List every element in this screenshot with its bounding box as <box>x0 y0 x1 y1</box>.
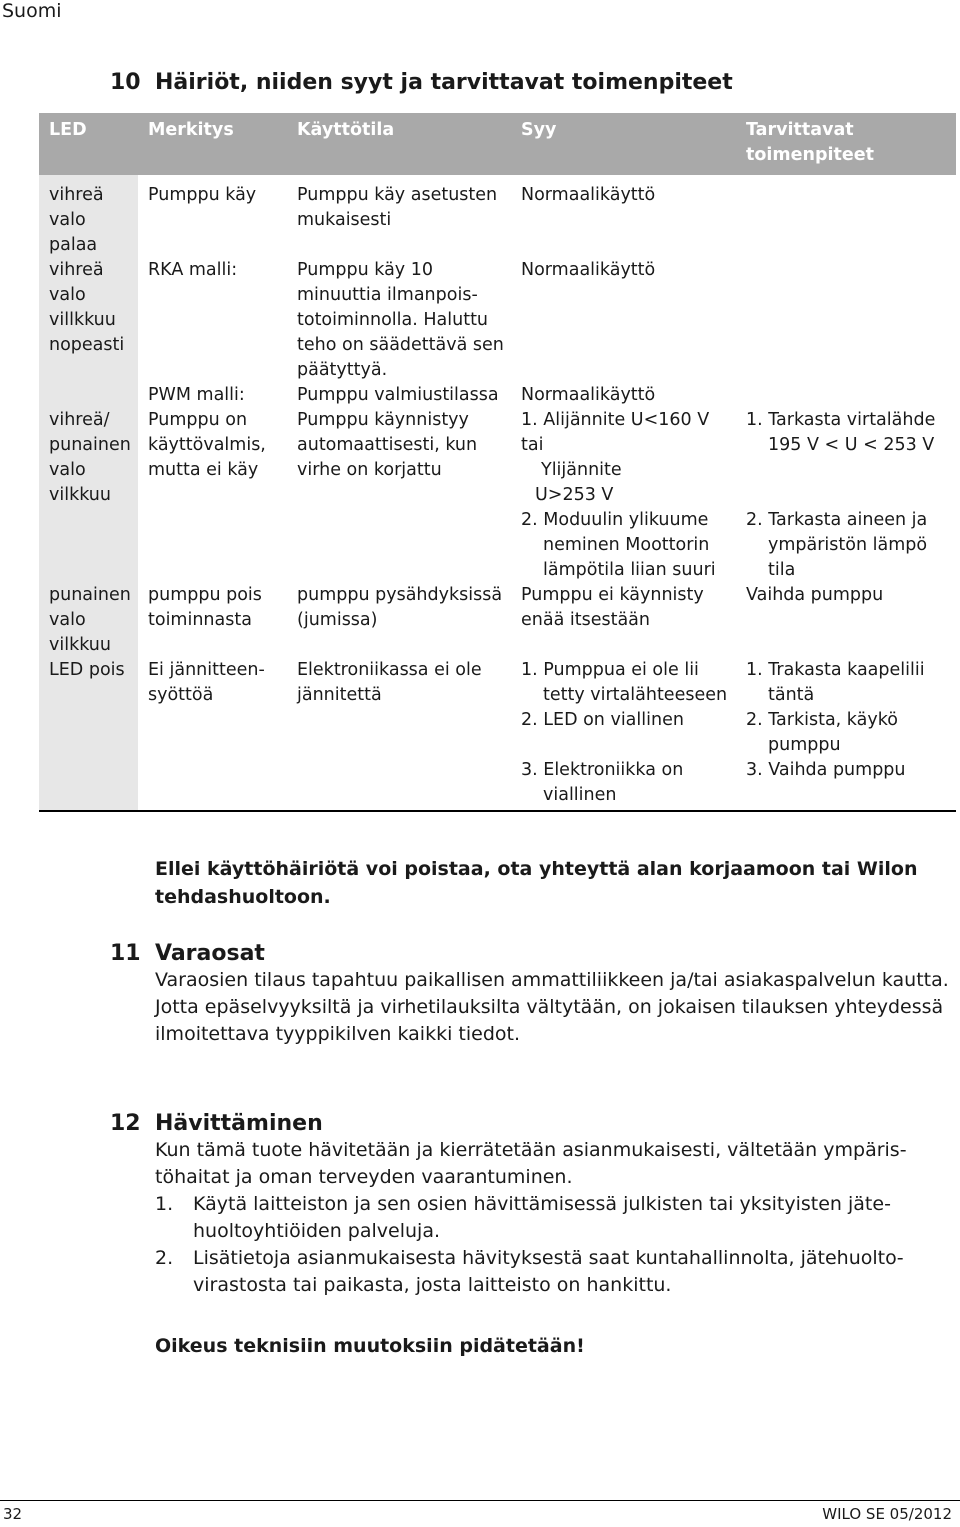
header-cause: Syy <box>511 113 736 175</box>
table-row <box>39 758 956 811</box>
table-row <box>39 408 956 508</box>
header-meaning: Merkitys <box>138 113 287 175</box>
cell-cause <box>511 758 736 811</box>
cell-state <box>287 708 511 758</box>
action-line: pumppu <box>768 735 841 755</box>
cell-cause <box>511 508 736 583</box>
cell-led: LED pois <box>39 658 138 708</box>
cell-meaning: pumppu pois toiminnasta <box>148 585 262 630</box>
paragraph: Varaosien tilaus tapahtuu paikallisen ammattiliikkeen ja/tai asiakaspalvelun kautta. <box>155 969 949 991</box>
cell-cause: Normaalikäyttö <box>521 260 656 280</box>
section-title: Häiriöt, niiden syyt ja tarvittavat toimenpiteet <box>155 70 733 95</box>
cause-line: 2. LED on viallinen <box>521 710 684 730</box>
cell-led: vihreä/ punainen valo vilkkuu <box>39 408 138 508</box>
cell-cause <box>511 408 736 508</box>
cell-state: Pumppu käy asetusten mukaisesti <box>297 185 498 230</box>
cell-state: Pumppu käynnistyy automaattisesti, kun virhe on korjattu <box>297 410 478 480</box>
action-line: ympäristön lämpö <box>768 535 928 555</box>
cell-cause: Pumppu ei käynnisty enää itsestään <box>521 585 704 630</box>
cell-action <box>736 708 956 758</box>
section-12-heading <box>110 1110 950 1137</box>
cause-line: U>253 V <box>535 485 614 505</box>
table-row <box>39 708 956 758</box>
cause-line: neminen Moottorin <box>543 535 710 555</box>
cell-action <box>736 258 956 383</box>
final-note: Oikeus teknisiin muutoksiin pidätetään! <box>155 1335 585 1357</box>
cell-meaning <box>138 758 287 811</box>
list-text: Käytä laitteiston ja sen osien hävittämisessä julkisten tai yksityisten jätehuoltoyhtiöiden palveluja. <box>193 1193 891 1242</box>
cause-line: 1. Pumppua ei ole lii <box>521 660 699 680</box>
action-line: 3. Vaihda pumppu <box>746 760 906 780</box>
section-number: 10 <box>110 70 141 95</box>
paragraph: Kun tämä tuote hävitetään ja kierrätetään asianmukaisesti, vältetään ympäristöhaitat ja oman terveyden vaarantuminen. <box>155 1139 907 1188</box>
header-led: LED <box>39 113 138 175</box>
cell-action <box>736 758 956 811</box>
header-state: Käyttötila <box>287 113 511 175</box>
cell-led: vihreä valo palaa <box>39 175 138 258</box>
cell-state: pumppu pysähdyksissä (jumissa) <box>297 585 503 630</box>
table-row <box>39 175 956 258</box>
cell-action <box>736 658 956 708</box>
action-line: täntä <box>768 685 815 705</box>
cell-action <box>736 408 956 508</box>
footer-publisher: WILO SE 05/2012 <box>822 1505 952 1523</box>
cell-state <box>287 508 511 583</box>
section-title: Hävittäminen <box>155 1111 323 1136</box>
cause-line: Ylijännite <box>541 460 622 480</box>
troubleshooting-table <box>39 113 956 812</box>
page-number: 32 <box>3 1505 23 1523</box>
service-note: Ellei käyttöhäiriötä voi poistaa, ota yhteyttä alan korjaamoon tai Wilon tehdashuoltoon. <box>155 858 918 908</box>
cell-led: vihreä valo villkkuu nopeasti <box>39 258 138 383</box>
cause-line: tetty virtalähteeseen <box>543 685 728 705</box>
cell-meaning: RKA malli: <box>148 260 238 280</box>
cell-meaning <box>138 708 287 758</box>
action-line: 2. Tarkasta aineen ja <box>746 510 928 530</box>
cell-cause <box>511 708 736 758</box>
cell-meaning <box>138 508 287 583</box>
cell-meaning: PWM malli: <box>148 385 245 405</box>
cause-line: tai <box>521 435 544 455</box>
language-label: Suomi <box>2 0 62 22</box>
list-number: 2. <box>155 1247 174 1269</box>
section-12 <box>110 1110 950 1299</box>
table-row <box>39 258 956 383</box>
table-header-row <box>39 113 956 175</box>
cell-led: punainen valo vilkkuu <box>39 583 138 658</box>
action-line: tila <box>768 560 796 580</box>
cell-state: Elektroniikassa ei ole jännitettä <box>297 660 482 705</box>
cause-line: 2. Moduulin ylikuume <box>521 510 709 530</box>
cell-meaning: Ei jännitteensyöttöä <box>148 660 265 705</box>
action-line: 2. Tarkista, käykö <box>746 710 898 730</box>
header-action: Tarvittavat toimenpiteet <box>736 113 956 175</box>
action-line: 1. Tarkasta virtalähde <box>746 410 936 430</box>
cell-meaning: Pumppu käy <box>148 185 257 205</box>
section-title: Varaosat <box>155 941 265 966</box>
cause-line: 3. Elektroniikka on <box>521 760 684 780</box>
cell-state: Pumppu käy 10 minuuttia ilmanpoistotoiminnolla. Haluttu teho on säädettävä sen päätyttyä. <box>297 260 504 380</box>
cell-action: Vaihda pumppu <box>746 585 884 605</box>
list-number: 1. <box>155 1193 174 1215</box>
footer-divider <box>0 1500 960 1501</box>
cell-action <box>736 383 956 408</box>
cell-state <box>287 758 511 811</box>
cell-cause <box>511 658 736 708</box>
cell-cause: Normaalikäyttö <box>521 185 656 205</box>
cell-led <box>39 383 138 408</box>
table-row <box>39 508 956 583</box>
cell-meaning: Pumppu on käyttövalmis, mutta ei käy <box>148 410 266 480</box>
table-row <box>39 658 956 708</box>
section-11-heading <box>110 940 950 967</box>
cause-line: viallinen <box>543 785 617 805</box>
cell-action <box>736 175 956 258</box>
cell-cause: Normaalikäyttö <box>521 385 656 405</box>
cell-action <box>736 508 956 583</box>
table-row <box>39 583 956 658</box>
cell-led <box>39 758 138 811</box>
cell-led <box>39 508 138 583</box>
section-11 <box>110 940 950 1048</box>
table-row <box>39 383 956 408</box>
list-item <box>155 1245 950 1299</box>
cell-state: Pumppu valmiustilassa <box>297 385 499 405</box>
list-text: Lisätietoja asianmukaisesta hävityksestä saat kuntahallinnolta, jätehuoltovirastosta tai paikasta, josta laitteisto on hankittu. <box>193 1247 904 1296</box>
section-number: 12 <box>110 1111 141 1136</box>
action-line: 195 V < U < 253 V <box>768 435 935 455</box>
cause-line: lämpötila liian suuri <box>543 560 716 580</box>
list-item <box>155 1191 950 1245</box>
cell-led <box>39 708 138 758</box>
section-number: 11 <box>110 941 141 966</box>
cause-line: 1. Alijännite U<160 V <box>521 410 710 430</box>
paragraph: Jotta epäselvyyksiltä ja virhetilauksilta vältytään, on jokaisen tilauksen yhteydessä ilmoitettava tyyppikilven kaikki tiedot. <box>155 996 944 1045</box>
action-line: 1. Trakasta kaapelilii <box>746 660 925 680</box>
section-10-heading <box>110 70 733 95</box>
